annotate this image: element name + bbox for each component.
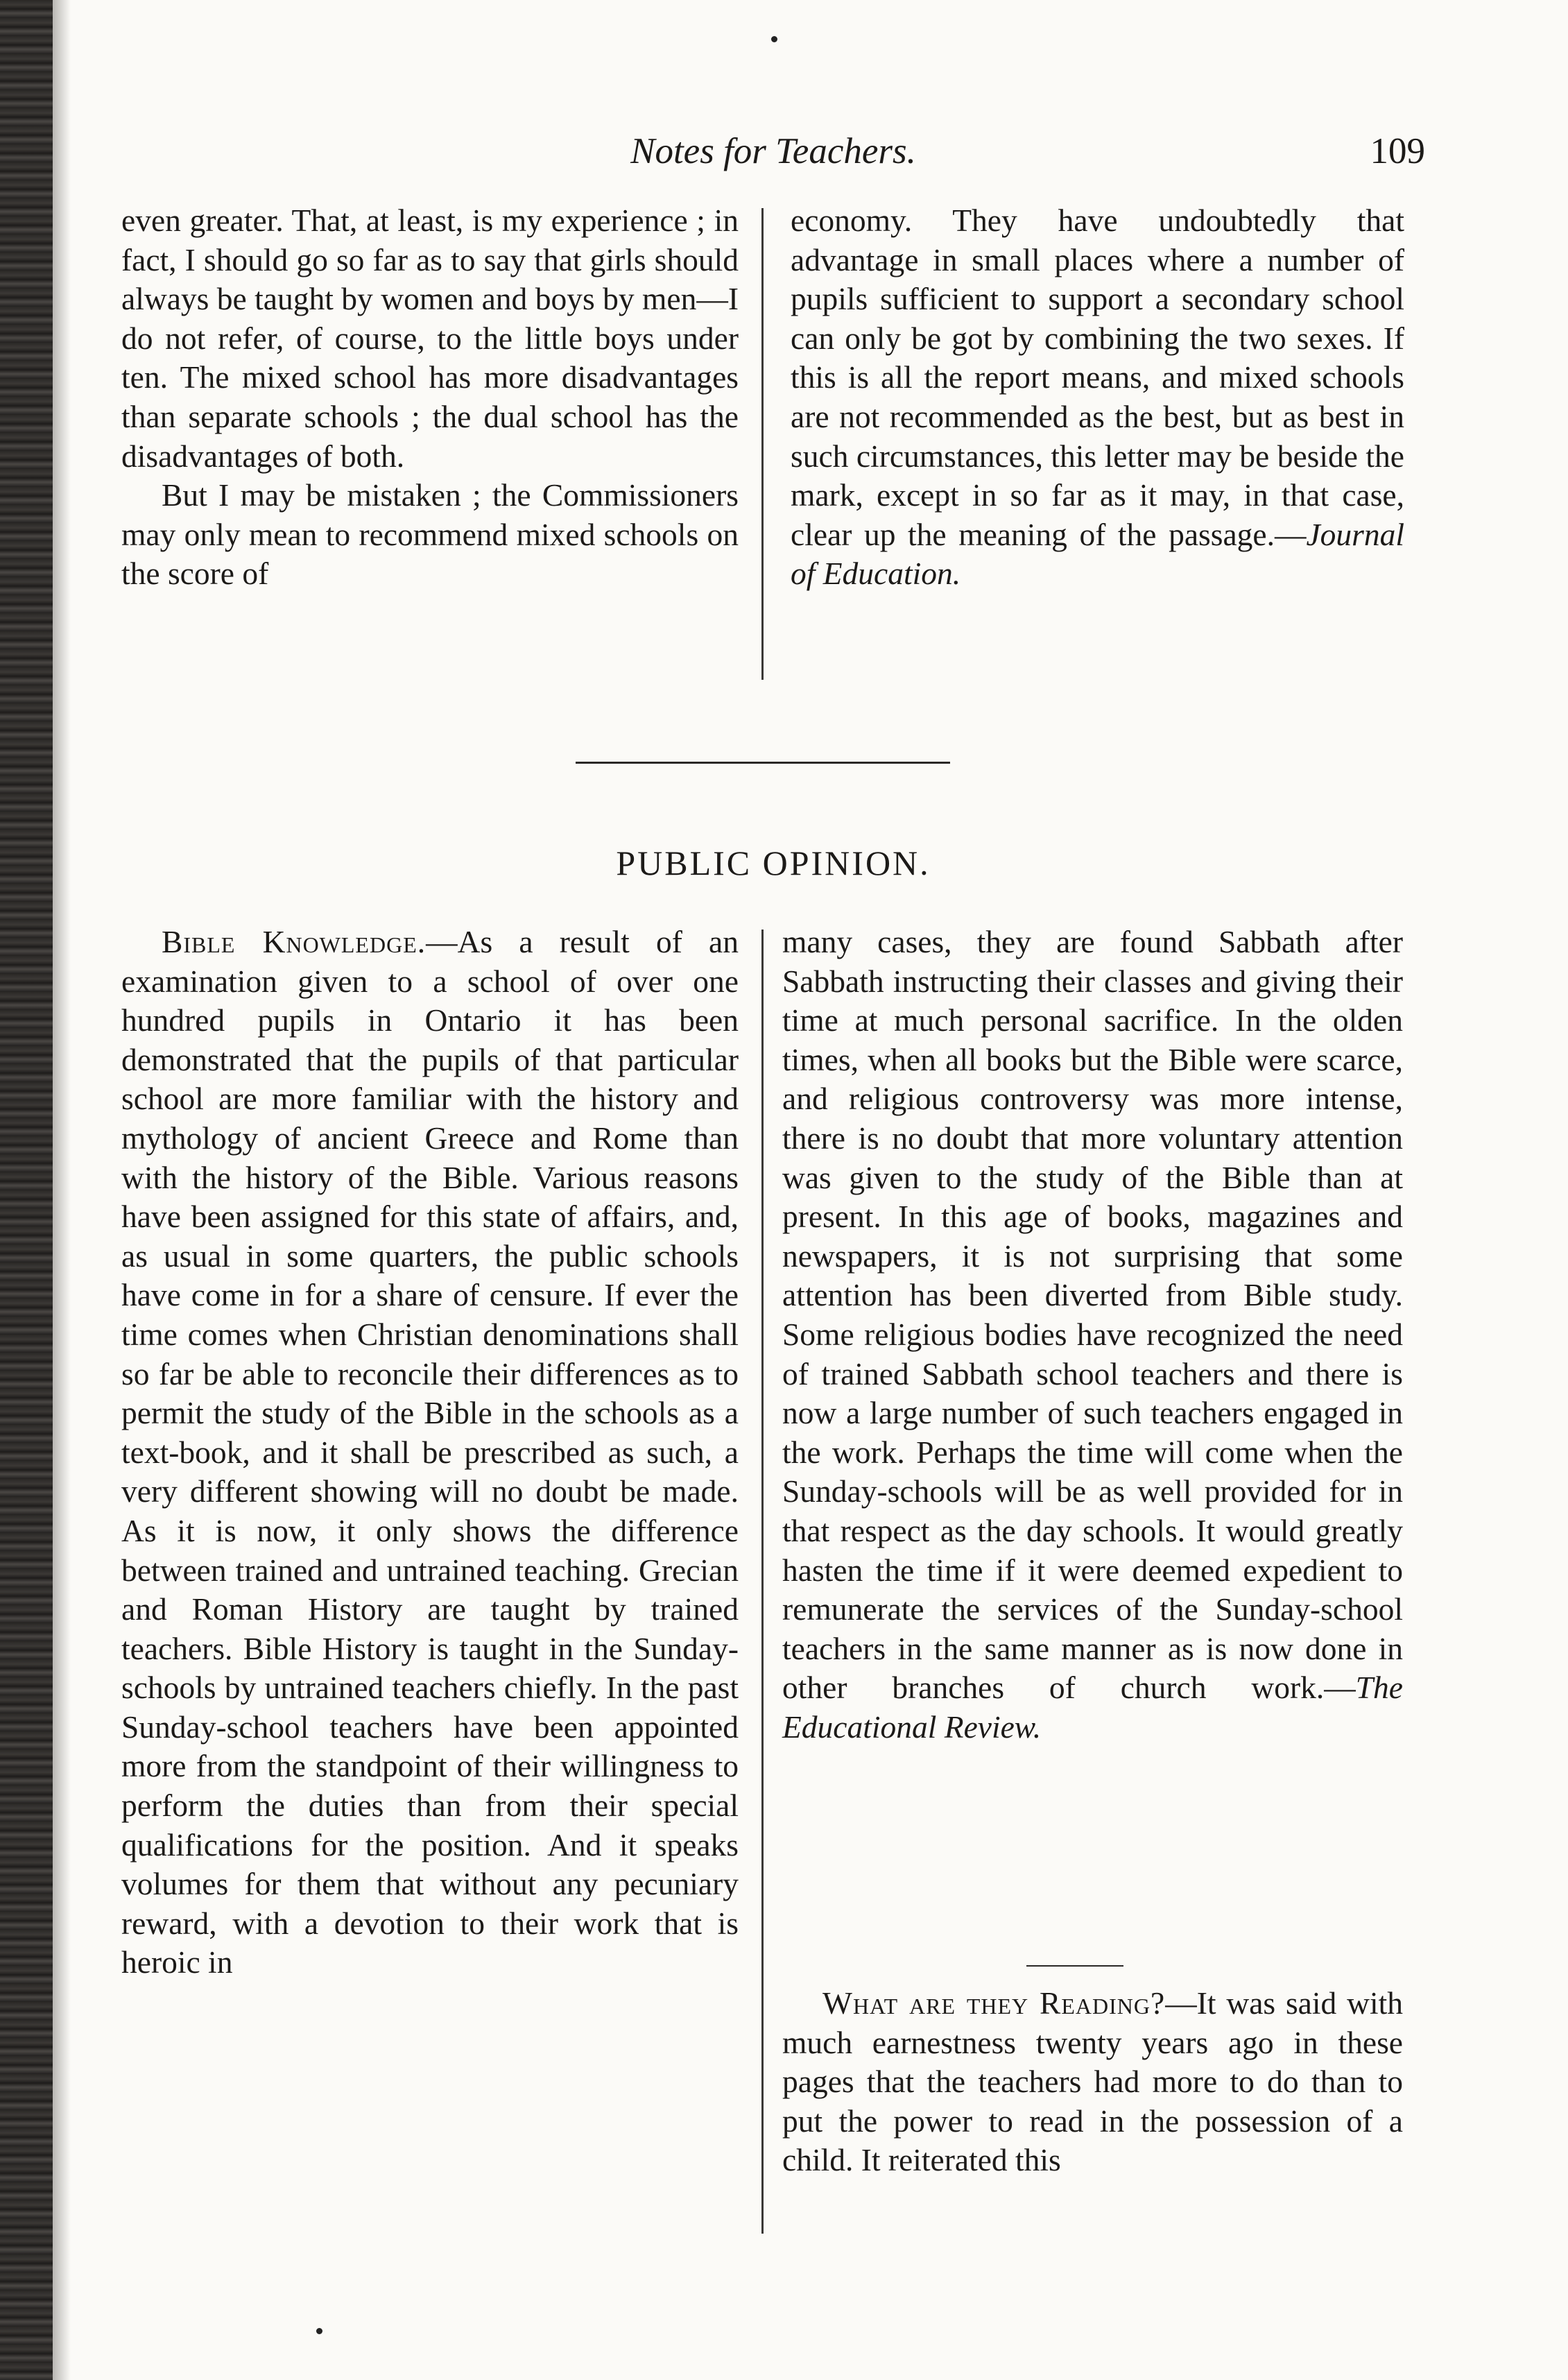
reading-heading: What are they Reading? — [822, 1985, 1166, 2021]
section-divider — [576, 762, 950, 764]
bible-left-text: —As a result of an examination given to a school of over one hundred pupils in Ontario it has been demonstrated that the pupils of that particular school are more familiar with the history and mythology of ancient Greece and Rome than with the history of the Bible. Various reasons have been assigned for this state of affairs, and, as usual in some quarters, the public schools have come in for a share of censure. If ever the time comes when Christian denominations shall so far be able to reconcile their differences as to permit the study of the Bible in the schools as a text-book, and it shall be prescribed as such, a very different showing will no doubt be made. As it is now, it only shows the difference between trained and untrained teaching. Grecian and Roman History are taught by trained teachers. Bible History is taught in the Sunday-schools by untrained teachers chiefly. In the past Sunday-school teachers have been appointed more from the standpoint of their willingness to perform the duties than from their special qualifications for the position. And it speaks volumes for them that without any pecuniary reward, with a devotion to their work that is heroic in — [121, 924, 739, 1980]
journal-source: Journal of Education. — [791, 516, 1404, 592]
page-number: 109 — [1370, 131, 1425, 171]
top-right-paragraph — [791, 201, 1404, 594]
bible-left-column — [121, 923, 739, 1983]
bible-heading: Bible Knowledge. — [162, 924, 427, 959]
top-right-text: economy. They have undoubtedly that advantage in small places where a number of pupils sufficient to support a secondary school can only be got by combining the two sexes. If this is all the report means, and mixed schools are not recommended as the best, but as best in such circumstances, this letter may be beside the mark, except in so far as it may, in that case, clear up the meaning of the passage.— — [791, 203, 1404, 552]
lower-column-rule — [761, 930, 764, 2234]
top-left-column — [121, 201, 739, 594]
bible-right-text: many cases, they are found Sabbath after Sabbath instructing their classes and giving their time at much personal sacrifice. In the olden times, when all books but the Bible were scarce, and religious controversy was more intense, there is no doubt that more voluntary attention was given to the study of the Bible than at present. In this age of books, magazines and newspapers, it is not surprising that some attention has been diverted from Bible study. Some religious bodies have recognized the need of trained Sabbath school teachers and there is now a large number of such teachers engaged in the work. Perhaps the time will come when the Sunday-schools will be as well provided for in that respect as the day schools. It would greatly hasten the time if it were deemed expedient to remunerate the services of the Sunday-school teachers in the same manner as is now done in other branches of church work.— — [782, 924, 1403, 1706]
reading-column — [782, 1984, 1403, 2180]
top-column-rule — [761, 208, 764, 680]
bible-paragraph-start — [121, 923, 739, 1983]
book-binding-edge — [0, 0, 53, 2380]
review-source: The Educational Review. — [782, 1670, 1403, 1745]
top-left-paragraph-1: even greater. That, at least, is my experience ; in fact, I should go so far as to say that girls should always be taught by women and boys by men—I do not refer, of course, to the little boys under ten. The mixed school has more disadvantages than separate schools ; the dual school has the disadvantages of both. — [121, 203, 739, 474]
bible-paragraph-end — [782, 923, 1403, 1747]
page-speck — [316, 2328, 322, 2334]
top-right-column — [791, 201, 1404, 594]
page-speck — [771, 36, 777, 42]
reading-paragraph — [782, 1984, 1403, 2180]
top-left-paragraph-2: But I may be mistaken ; the Commissioners may only mean to recommend mixed schools on the score of — [121, 477, 739, 592]
section-title: PUBLIC OPINION. — [616, 844, 931, 882]
article-divider — [1026, 1965, 1123, 1967]
bible-right-column — [782, 923, 1403, 1747]
running-title: Notes for Teachers. — [630, 131, 916, 171]
reading-text: —It was said with much earnestness twenty years ago in these pages that the teachers had more to do than to put the power to read in the possession of a child. It reiterated this — [782, 1985, 1403, 2178]
page-header — [121, 130, 1425, 179]
